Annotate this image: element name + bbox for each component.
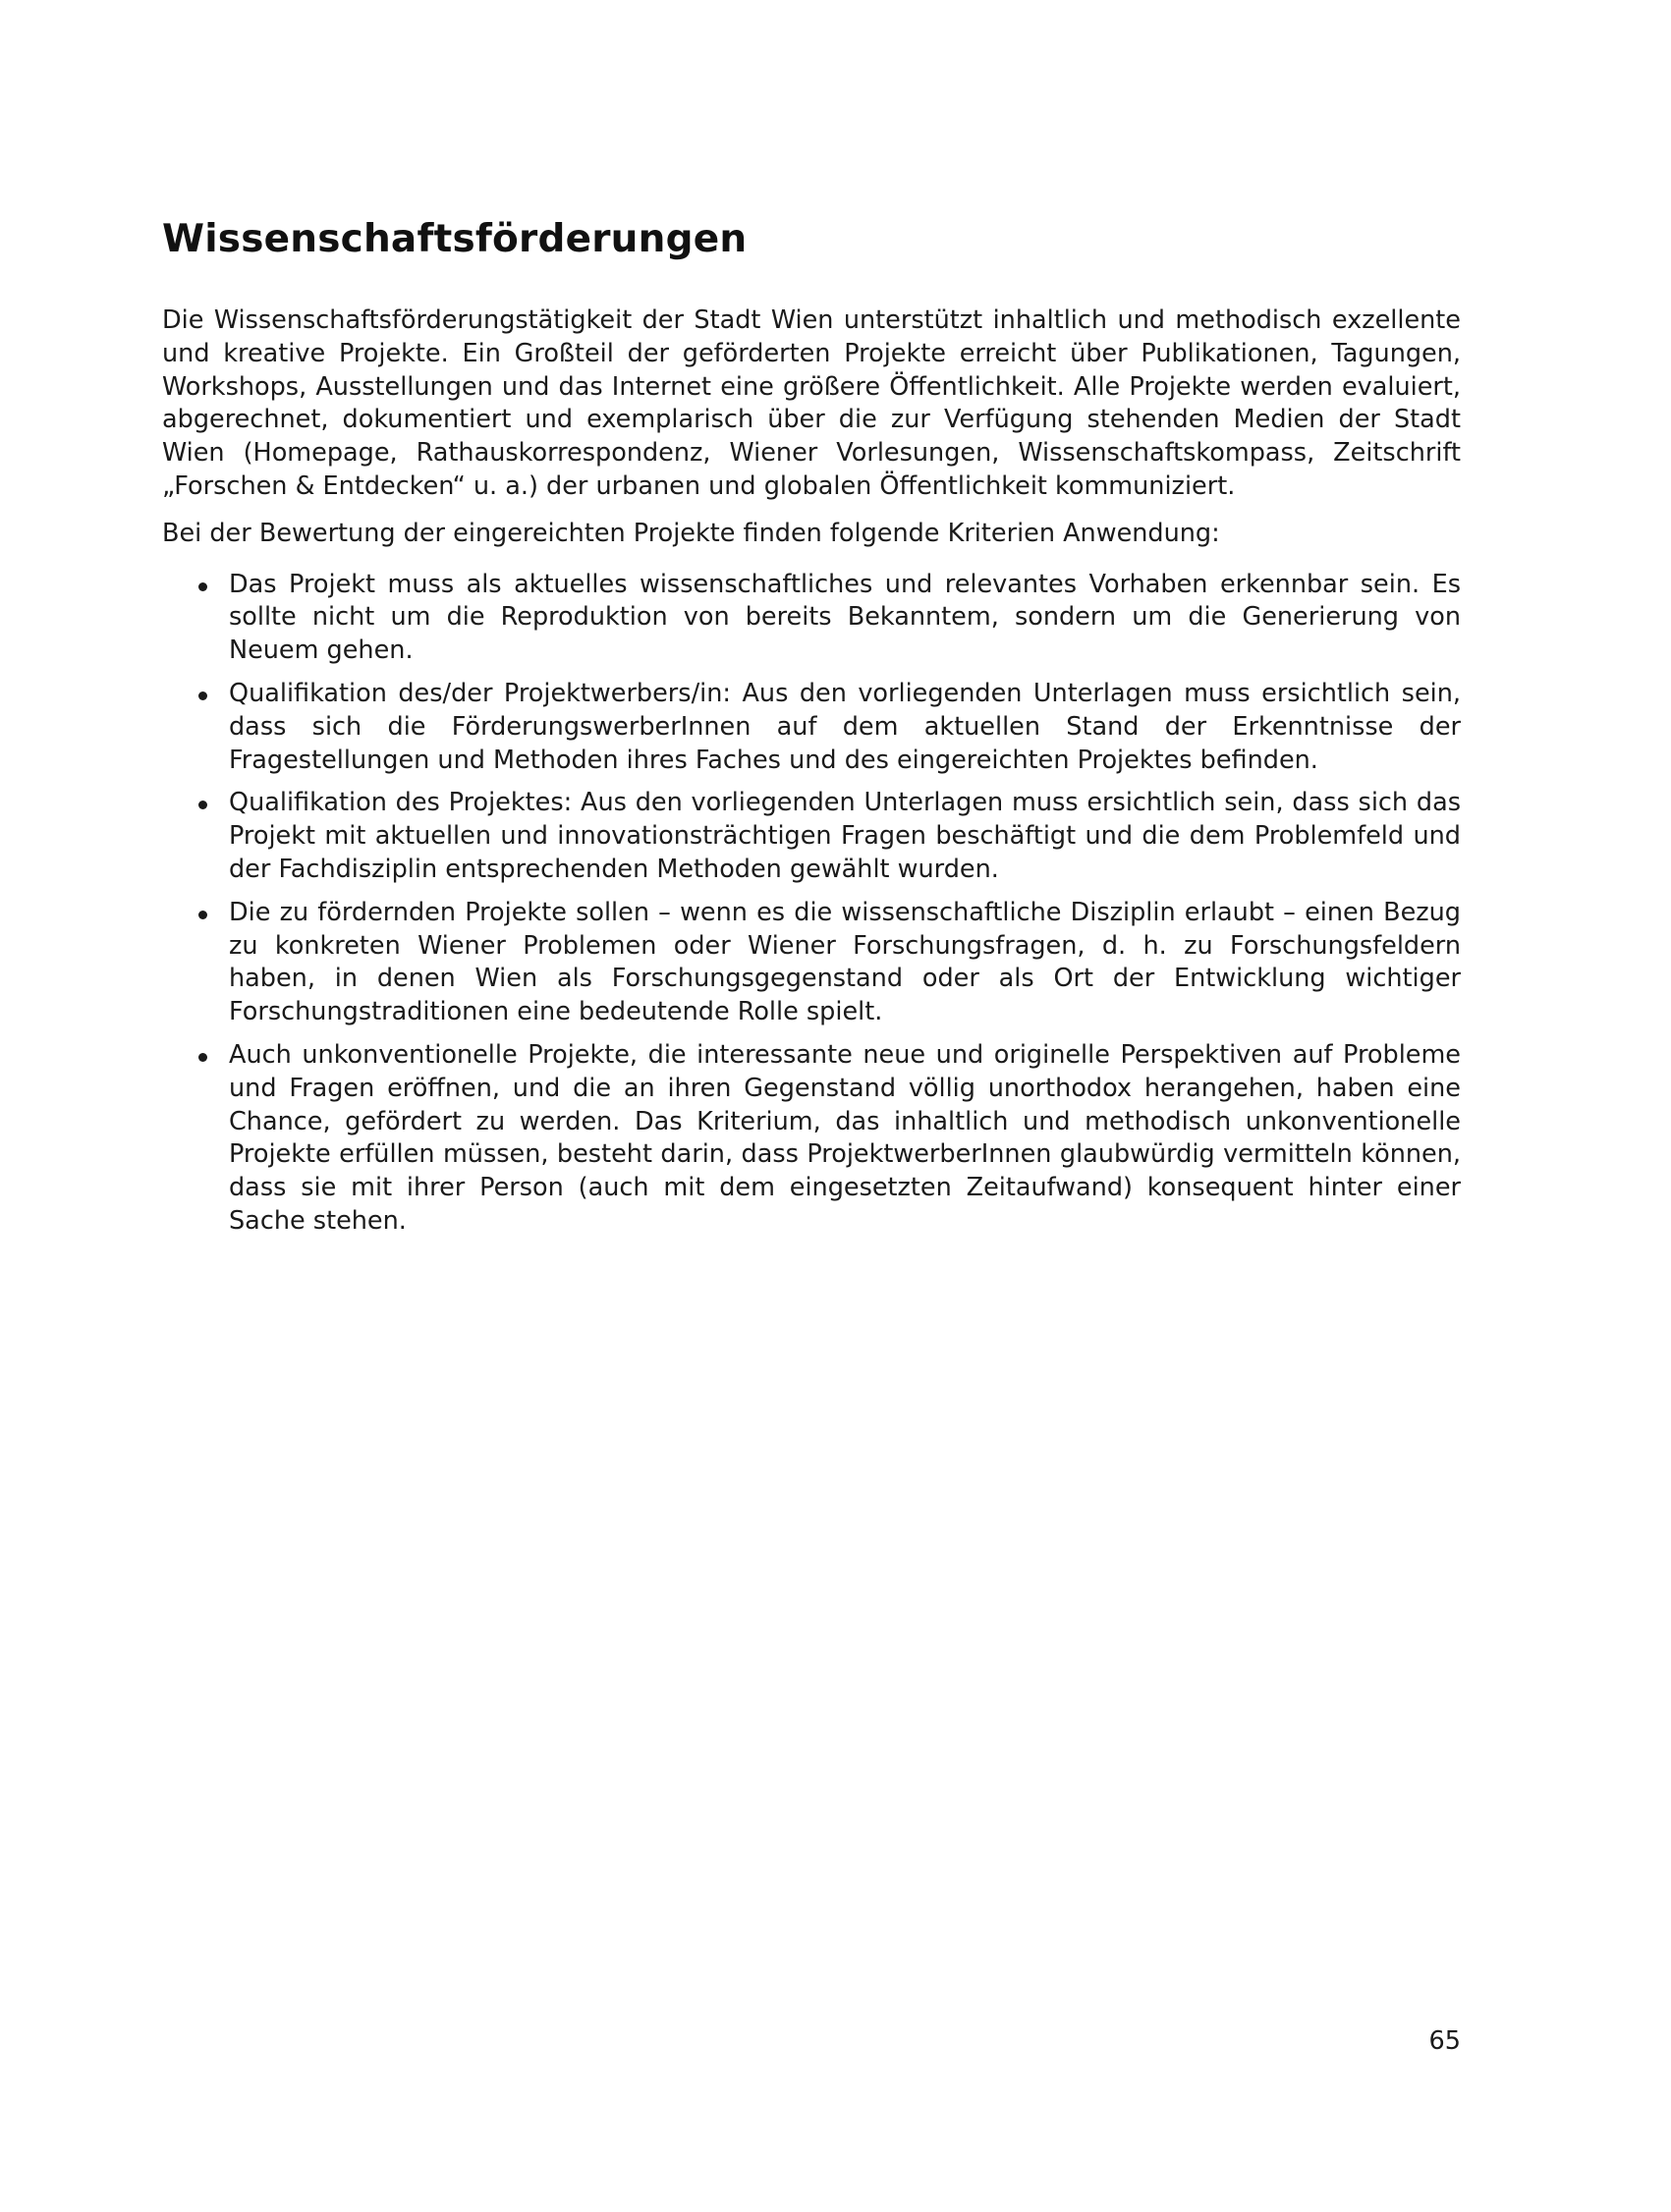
criteria-text: Auch unkonventionelle Projekte, die interessante neue und originelle Perspektiven auf Probleme und Fragen eröffnen, und die an ihren Gegenstand völlig unorthodox herangehen, haben eine Chance, gefördert zu werden. Das Kriterium, das inhaltlich und methodisch unkonventionelle Projekte erfüllen müssen, besteht darin, dass ProjektwerberInnen glaubwürdig vermitteln können, dass sie mit ihrer Person (auch mit dem eingesetzten Zeitaufwand) konsequent hinter einer Sache stehen. — [229, 1039, 1461, 1236]
bullet-icon — [198, 582, 207, 591]
criteria-list-item — [162, 678, 1461, 777]
bullet-icon — [198, 1053, 207, 1062]
criteria-text: Qualifikation des/der Projektwerbers/in: Aus den vorliegenden Unterlagen muss ersichtlich sein, dass sich die FörderungswerberInnen auf dem aktuellen Stand der Erkenntnisse der Fragestellungen und Methoden ihres Faches und des eingereichten Projektes befinden. — [229, 678, 1461, 775]
criteria-list-item — [162, 569, 1461, 668]
page-title: Wissenschaftsförderungen — [162, 217, 748, 261]
criteria-list — [162, 569, 1461, 1239]
intro-paragraph: Die Wissenschaftsförderungstätigkeit der Stadt Wien unterstützt inhaltlich und methodisch exzellente und kreative Projekte. Ein Großteil der geförderten Projekte erreicht über Publikationen, Tagungen, Workshops, Ausstellungen und das Internet eine größere Öffentlichkeit. Alle Projekte werden evaluiert, abgerechnet, dokumentiert und exemplarisch über die zur Verfügung stehenden Medien der Stadt Wien (Homepage, Rathauskorrespondenz, Wiener Vorlesungen, Wissenschaftskompass, Zeitschrift „Forschen & Entdecken“ u. a.) der urbanen und globalen Öffentlichkeit kommuniziert. — [162, 305, 1461, 501]
page-number: 65 — [1428, 2026, 1461, 2056]
bullet-icon — [198, 801, 207, 809]
criteria-text: Das Projekt muss als aktuelles wissenschaftliches und relevantes Vorhaben erkennbar sein. Es sollte nicht um die Reproduktion von bereits Bekanntem, sondern um die Generierung von Neuem gehen. — [229, 569, 1461, 666]
criteria-list-item — [162, 897, 1461, 1029]
page-content — [162, 212, 1461, 1248]
criteria-text: Qualifikation des Projektes: Aus den vorliegenden Unterlagen muss ersichtlich sein, dass sich das Projekt mit aktuellen und innovationsträchtigen Fragen beschäftigt und die dem Problemfeld und der Fachdisziplin entsprechenden Methoden gewählt wurden. — [229, 788, 1461, 884]
criteria-text: Die zu fördernden Projekte sollen – wenn es die wissenschaftliche Disziplin erlaubt – einen Bezug zu konkreten Wiener Problemen oder Wiener Forschungsfragen, d. h. zu Forschungsfeldern haben, in denen Wien als Forschungsgegenstand oder als Ort der Entwicklung wichtiger Forschungstraditionen eine bedeutende Rolle spielt. — [229, 897, 1461, 1027]
bullet-icon — [198, 911, 207, 919]
bullet-icon — [198, 691, 207, 700]
criteria-list-item — [162, 1039, 1461, 1239]
criteria-list-item — [162, 787, 1461, 886]
criteria-lead-paragraph: Bei der Bewertung der eingereichten Projekte finden folgende Kriterien Anwendung: — [162, 518, 1220, 548]
